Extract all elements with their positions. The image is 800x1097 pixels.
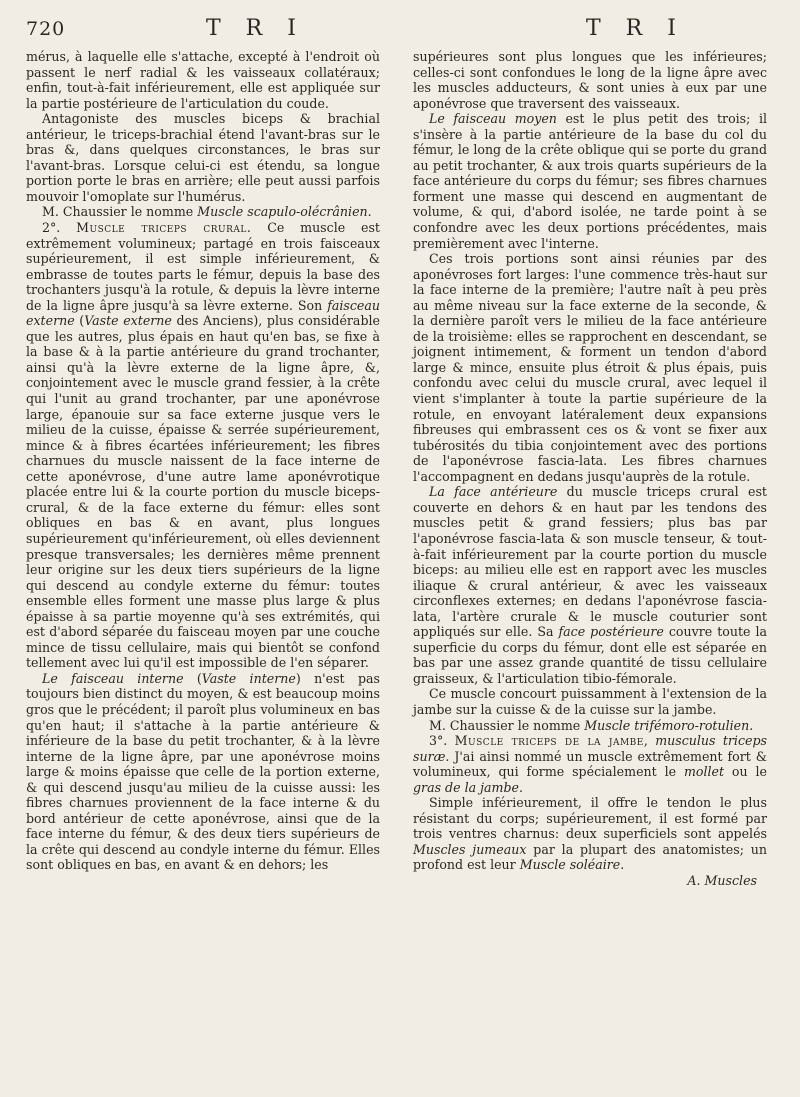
- italic-term: Muscles jumeaux: [413, 841, 527, 857]
- text-run: M. Chaussier le nomme: [42, 204, 198, 220]
- paragraph: [413, 484, 767, 686]
- catchword-text: A. Muscles: [687, 872, 757, 888]
- section-heading: Muscle triceps de la jambe: [454, 733, 644, 749]
- running-head-right: T R I: [586, 16, 685, 41]
- text-run: J'ai ainsi nommé un muscle extrêmement fort & volumineux, qui forme spécialement le: [413, 748, 767, 780]
- text-run: est le plus petit des trois; il s'insère à la partie antérieure de la base du col du fémur, le long de la crête oblique qui se porte du grand au petit trochanter, & aux trois quarts supérieurs de la face antérieure du corps du fémur; ses fibres charnues forment une masse qui descend en augmentant de volume, & qui, d'abord isolée, ne tarde point à se confondre avec les deux portions précédentes, mais premièrement avec l'interne.: [413, 111, 767, 251]
- text-run: Simple inférieurement, il offre le tendon le plus résistant du corps; supérieurement, il est formé par trois ventres charnus: deux superficiels sont appelés: [413, 795, 767, 842]
- text-run: M. Chaussier le nomme: [429, 717, 585, 733]
- italic-term: gras de la jambe.: [413, 779, 523, 795]
- text-run: ou le: [724, 764, 767, 780]
- catchword: [413, 873, 767, 889]
- paragraph: Antagoniste des muscles biceps & brachial antérieur, le triceps-brachial étend l'avant-bras sur le bras &, dans quelques circonstances, le bras sur l'avant-bras. Lorsque celui-ci est étendu, sa longue portion porte le bras en arrière; elle peut aussi parfois mouvoir l'omoplate sur l'humérus.: [26, 111, 380, 204]
- italic-term: La face antérieure: [429, 484, 558, 500]
- paragraph: Ces trois portions sont ainsi réunies par des aponévroses fort larges: l'une commence très-haut sur la face interne de la première; l'autre naît à peu près au même niveau sur la face externe de la seconde, & la dernière paroît vers le milieu de la face antérieure de la troisième: elles se rapprochent en descendant, se joignent intimement, & forment un tendon d'abord large & mince, ensuite plus étroit & plus épais, puis confondu avec celui du muscle crural, avec lequel il vient s'implanter à toute la partie supérieure de la rotule, en envoyant latéralement deux expansions fibreuses qui embrassent ces os & vont se fixer aux tubérosités du tibia conjointement avec des portions de l'aponévrose fascia-lata. Les fibres charnues l'accompagnent en dedans jusqu'auprès de la rotule.: [413, 251, 767, 484]
- paragraph: supérieures sont plus longues que les inférieures; celles-ci sont confondues le long de la ligne âpre avec les muscles adducteurs, & sont unies à eux par une aponévrose que traversent des vaisseaux.: [413, 49, 767, 111]
- paragraph: [26, 204, 380, 220]
- italic-term: Le faisceau moyen: [429, 111, 557, 127]
- muscle-name: Muscle scapulo-olécrânien.: [197, 204, 372, 220]
- text-run: ,: [643, 733, 656, 749]
- italic-term: Vaste interne: [201, 670, 296, 686]
- italic-term: Vaste externe: [84, 313, 172, 329]
- text-run: couvre toute la superficie du corps du fémur, dont elle est séparée en bas par une assez grande quantité de tissu cellulaire graisseux, & l'articulation tibio-fémorale.: [413, 624, 767, 686]
- paragraph: [26, 671, 380, 873]
- italic-term: face postérieure: [558, 624, 664, 640]
- italic-term: musculus triceps suræ.: [413, 733, 767, 764]
- section-number: 2°.: [42, 220, 77, 236]
- text-run: (: [183, 670, 202, 686]
- italic-term: mollet: [683, 764, 725, 780]
- running-head-left: T R I: [206, 16, 305, 41]
- paragraph: Ce muscle concourt puissamment à l'extension de la jambe sur la cuisse & de la cuisse sur la jambe.: [413, 686, 767, 717]
- left-column: [26, 49, 380, 873]
- right-column: [413, 49, 767, 889]
- paragraph: [413, 733, 767, 795]
- paragraph: [26, 220, 380, 671]
- page-header: [26, 16, 774, 46]
- page-number: 720: [26, 18, 66, 40]
- paragraph: [413, 795, 767, 873]
- text-run: des Anciens), plus considérable que les autres, plus épais en haut qu'en bas, se fixe à la base & à la partie antérieure du grand trochanter, ainsi qu'à la lèvre externe de la ligne âpre, &, conjointement avec le muscle grand fessier, à la crête qui l'unit au grand trochanter, par une aponévrose large, épanouie sur sa face externe jusque vers le milieu de la cuisse, épaisse & serrée supérieurement, mince & à fibres écartées inférieurement; les fibres charnues du muscle naissent de la face interne de cette aponévrose, d'une autre lame aponévrotique placée entre lui & la courte portion du muscle biceps-crural, & de la face externe du fémur: elles sont obliques en bas & en avant, plus longues supérieurement qu'inférieurement, où elles deviennent presque transversales; les dernières même prennent leur origine sur les deux tiers supérieurs de la ligne qui descend au condyle externe du fémur: toutes ensemble elles forment une masse plus large & plus épaisse à sa partie moyenne qu'à ses extrémités, qui est d'abord séparée du faisceau moyen par une couche mince de tissu cellulaire, mais qui bientôt se confond tellement avec lui qu'il est impossible de l'en séparer.: [26, 313, 380, 671]
- paragraph: mérus, à laquelle elle s'attache, excepté à l'endroit où passent le nerf radial & les vaisseaux collatéraux; enfin, tout-à-fait inférieurement, elle est appliquée sur la partie postérieure de l'articulation du coude.: [26, 49, 380, 111]
- text-run: par la plupart des anatomistes; un profond est leur: [413, 841, 767, 873]
- section-heading: Muscle triceps crural.: [76, 220, 252, 236]
- italic-term: faisceau externe: [26, 297, 380, 329]
- italic-term: Le faisceau interne: [42, 670, 184, 686]
- section-number: 3°.: [429, 733, 455, 749]
- text-run: ) n'est pas toujours bien distinct du moyen, & est beaucoup moins gros que le précédent; il paroît plus volumineux en bas qu'en haut; il s'attache à la partie antérieure & inférieure de la base du petit trochanter, & à la lèvre interne de la ligne âpre, par une aponévrose moins large & moins épaisse que celle de la portion externe, & qui descend jusqu'au milieu de la cuisse aussi: les fibres charnues proviennent de la face interne & du bord antérieur de cette aponévrose, ainsi que de la face interne du fémur, & des deux tiers supérieurs de la crête qui descend au condyle interne du fémur. Elles sont obliques en bas, en avant & en dehors; les: [26, 670, 380, 873]
- paragraph: [413, 718, 767, 734]
- paragraph: [413, 111, 767, 251]
- italic-term: Muscle soléaire.: [519, 857, 625, 873]
- text-run: (: [74, 313, 85, 329]
- muscle-name: Muscle trifémoro-rotulien.: [584, 717, 754, 733]
- text-run: Ce muscle est extrêmement volumineux; partagé en trois faisceaux supérieurement, il est simple inférieurement, & embrasse de toutes parts le fémur, depuis la base des trochanters jusqu'à la rotule, & depuis la lèvre interne de la ligne âpre jusqu'à sa lèvre externe. Son: [26, 220, 380, 313]
- text-run: du muscle triceps crural est couverte en dehors & en haut par les tendons des muscles petit & grand fessiers; plus bas par l'aponévrose fascia-lata & son muscle tenseur, & tout-à-fait inférieurement par la courte portion du muscle biceps: au milieu elle est en rapport avec les muscles iliaque & crural antérieur, & avec les vaisseaux circonflexes externes; en dedans l'aponévrose fascia-lata, l'artère crurale & le muscle couturier sont appliqués sur elle. Sa: [413, 484, 767, 640]
